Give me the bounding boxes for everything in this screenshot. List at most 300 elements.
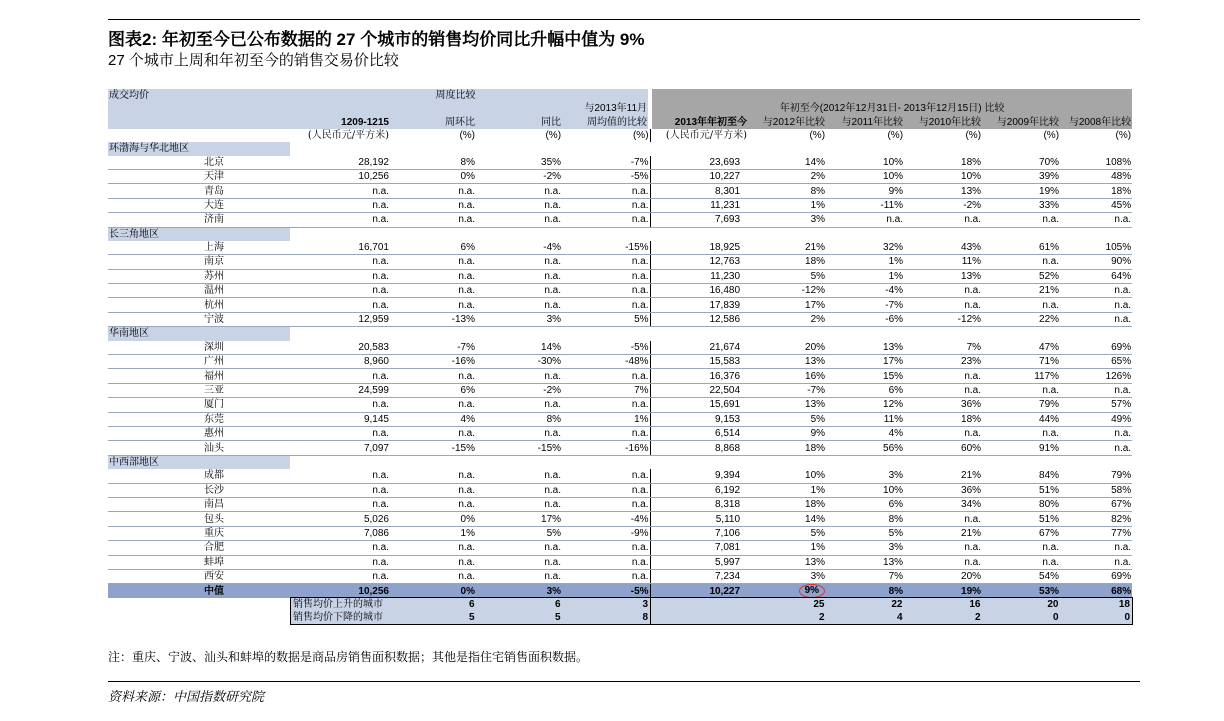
table-cell: 36%: [904, 398, 982, 412]
table-cell: 14%: [748, 156, 826, 170]
table-row: [108, 355, 1132, 369]
table-cell: 8%: [476, 412, 562, 426]
city-name: 上海: [108, 241, 290, 255]
table-cell: n.a.: [390, 255, 476, 269]
header-vs2010: 与2010年比较: [904, 115, 982, 128]
city-name: 厦门: [108, 398, 290, 412]
table-cell: 90%: [1060, 255, 1132, 269]
table-cell: 4%: [826, 426, 904, 440]
table-cell: 1%: [562, 412, 650, 426]
table-cell: 67%: [1060, 497, 1132, 511]
table-cell: n.a.: [562, 497, 650, 511]
table-cell: -2%: [476, 383, 562, 397]
table-cell: 12,586: [650, 312, 748, 326]
table-cell: n.a.: [476, 469, 562, 483]
table-cell: 49%: [1060, 412, 1132, 426]
table-cell: -16%: [562, 441, 650, 455]
summary-cell: [651, 598, 749, 612]
table-cell: 12,763: [650, 255, 748, 269]
table-cell: -6%: [826, 312, 904, 326]
table-row: [108, 383, 1132, 397]
table-cell: n.a.: [904, 298, 982, 312]
table-cell: -9%: [562, 526, 650, 540]
table-cell: 108%: [1060, 156, 1132, 170]
table-cell: n.a.: [562, 555, 650, 569]
table-cell: n.a.: [982, 426, 1060, 440]
table-cell: 9,394: [650, 469, 748, 483]
table-cell: n.a.: [476, 569, 562, 583]
table-cell: 10%: [826, 483, 904, 497]
header-vs2009: 与2009年比较: [982, 115, 1060, 128]
table-cell: 0%: [390, 169, 476, 183]
table-cell: 1%: [826, 255, 904, 269]
table-cell: 6%: [826, 497, 904, 511]
table-cell: 18%: [1060, 184, 1132, 198]
summary-cell: 3: [563, 598, 651, 612]
table-cell: 1%: [748, 483, 826, 497]
table-cell: 3%: [826, 469, 904, 483]
header-vs2012: 与2012年比较: [748, 115, 826, 128]
table-cell: n.a.: [290, 398, 390, 412]
table-cell: 17%: [476, 512, 562, 526]
table-row: [108, 169, 1132, 183]
table-cell: 69%: [1060, 569, 1132, 583]
table-cell: -13%: [390, 312, 476, 326]
unit-pct: (%): [809, 129, 826, 141]
table-cell: n.a.: [390, 497, 476, 511]
table-cell: 21%: [904, 469, 982, 483]
table-cell: n.a.: [982, 213, 1060, 227]
table-cell: 10%: [826, 169, 904, 183]
summary-cell: 8: [563, 611, 651, 625]
table-cell: n.a.: [904, 383, 982, 397]
city-name: 杭州: [108, 298, 290, 312]
median-cell: -5%: [630, 585, 649, 597]
unit-pct: (%): [632, 129, 649, 141]
table-cell: -7%: [390, 341, 476, 355]
table-cell: 1%: [748, 198, 826, 212]
unit-pct: (%): [459, 129, 475, 141]
table-cell: n.a.: [476, 298, 562, 312]
city-name: 北京: [108, 156, 290, 170]
table-cell: 3%: [826, 541, 904, 555]
table-row: [108, 198, 1132, 212]
summary-cell: 16: [905, 598, 983, 612]
table-cell: 44%: [982, 412, 1060, 426]
table-cell: 16,480: [650, 284, 748, 298]
table-row: [108, 213, 1132, 227]
table-cell: n.a.: [390, 198, 476, 212]
table-cell: 5%: [562, 312, 650, 326]
table-cell: 126%: [1060, 369, 1132, 383]
table-cell: 3%: [748, 569, 826, 583]
median-cell: 10,256: [358, 585, 389, 597]
table-cell: 13%: [748, 555, 826, 569]
summary-cell: 25: [749, 598, 827, 612]
table-body: [108, 142, 1132, 598]
summary-cell: [651, 611, 749, 625]
header-wow: 周环比: [390, 115, 476, 128]
summary-cell: 6: [391, 598, 477, 612]
summary-cell: 2: [749, 611, 827, 625]
table-cell: n.a.: [476, 483, 562, 497]
region-spacer: [290, 455, 1132, 469]
table-cell: 14%: [748, 512, 826, 526]
table-cell: n.a.: [390, 298, 476, 312]
table-cell: 1%: [390, 526, 476, 540]
table-cell: -4%: [826, 284, 904, 298]
city-name: 三亚: [108, 383, 290, 397]
median-cell: 0%: [460, 585, 475, 597]
figure-title: 图表2: 年初至今已公布数据的 27 个城市的销售均价同比升幅中值为 9%: [108, 30, 645, 49]
summary-row-rising: [291, 598, 1133, 612]
table-cell: n.a.: [982, 255, 1060, 269]
header-row-units: [108, 129, 1132, 142]
table-cell: 6%: [826, 383, 904, 397]
table-cell: 39%: [982, 169, 1060, 183]
table-cell: -11%: [826, 198, 904, 212]
summary-cell: 0: [1061, 611, 1133, 625]
table-row: [108, 412, 1132, 426]
table-cell: 33%: [982, 198, 1060, 212]
unit-pct: (%): [1115, 129, 1132, 141]
table-cell: n.a.: [290, 284, 390, 298]
table-cell: 19%: [982, 184, 1060, 198]
table-cell: 16,376: [650, 369, 748, 383]
table-cell: n.a.: [1060, 541, 1132, 555]
table-cell: n.a.: [904, 213, 982, 227]
table-cell: -4%: [476, 241, 562, 255]
table-cell: n.a.: [476, 426, 562, 440]
table-cell: n.a.: [562, 426, 650, 440]
summary-row-falling: [291, 611, 1133, 625]
region-spacer: [290, 327, 1132, 341]
table-cell: 16%: [748, 369, 826, 383]
table-cell: 17,839: [650, 298, 748, 312]
table-row: [108, 526, 1132, 540]
table-cell: 17%: [826, 355, 904, 369]
region-spacer: [290, 227, 1132, 241]
header-ytd-group: 年初至今(2012年12月31日- 2013年12月15日) 比较: [650, 89, 1132, 115]
table-cell: n.a.: [390, 184, 476, 198]
city-name: 包头: [108, 512, 290, 526]
table-cell: n.a.: [390, 541, 476, 555]
table-cell: 21%: [982, 284, 1060, 298]
summary-table: [290, 597, 1133, 625]
table-cell: n.a.: [1060, 213, 1132, 227]
table-cell: 57%: [1060, 398, 1132, 412]
table-cell: 5%: [476, 526, 562, 540]
table-cell: 7%: [904, 341, 982, 355]
table-cell: n.a.: [1060, 555, 1132, 569]
table-row: [108, 469, 1132, 483]
header-weekly-group: 周度比较: [435, 90, 476, 101]
table-cell: n.a.: [982, 298, 1060, 312]
table-cell: 9,145: [290, 412, 390, 426]
table-cell: -7%: [826, 298, 904, 312]
table-cell: n.a.: [982, 555, 1060, 569]
table-cell: 18%: [748, 441, 826, 455]
table-row: [108, 369, 1132, 383]
table-cell: n.a.: [562, 398, 650, 412]
table-cell: n.a.: [290, 497, 390, 511]
table-cell: -16%: [390, 355, 476, 369]
table-cell: 51%: [982, 512, 1060, 526]
table-cell: 9%: [826, 184, 904, 198]
table-cell: 28,192: [290, 156, 390, 170]
table-cell: n.a.: [562, 369, 650, 383]
table-cell: n.a.: [390, 269, 476, 283]
table-cell: n.a.: [290, 369, 390, 383]
table-cell: 91%: [982, 441, 1060, 455]
region-header-row: [108, 455, 1132, 469]
table-cell: 21,674: [650, 341, 748, 355]
table-cell: n.a.: [290, 469, 390, 483]
table-cell: n.a.: [390, 555, 476, 569]
region-label: 华南地区: [108, 327, 290, 341]
city-name: 广州: [108, 355, 290, 369]
table-cell: -5%: [562, 341, 650, 355]
summary-cell: 20: [983, 598, 1061, 612]
table-cell: 60%: [904, 441, 982, 455]
table-cell: 70%: [982, 156, 1060, 170]
table-cell: n.a.: [562, 269, 650, 283]
region-label: 长三角地区: [108, 227, 290, 241]
table-row: [108, 284, 1132, 298]
table-cell: n.a.: [476, 213, 562, 227]
table-row: [108, 497, 1132, 511]
table-cell: n.a.: [562, 569, 650, 583]
table-cell: n.a.: [904, 512, 982, 526]
table-cell: 15,691: [650, 398, 748, 412]
region-spacer: [290, 142, 1132, 155]
city-name: 成都: [108, 469, 290, 483]
table-cell: 9,153: [650, 412, 748, 426]
median-cell: 3%: [546, 585, 562, 597]
table-cell: 16,701: [290, 241, 390, 255]
table-row: [108, 441, 1132, 455]
region-label: 中西部地区: [108, 455, 290, 469]
table-cell: 18%: [748, 497, 826, 511]
header-row-groups: [108, 89, 1132, 115]
table-cell: n.a.: [562, 541, 650, 555]
header-1209: 1209-1215: [290, 115, 390, 128]
figure-subtitle: 27 个城市上周和年初至今的销售交易价比较: [108, 52, 399, 69]
summary-cell: 22: [827, 598, 905, 612]
summary-cell: 2: [905, 611, 983, 625]
header-yoy: 同比: [476, 115, 562, 128]
table-cell: -48%: [562, 355, 650, 369]
table-cell: 13%: [826, 555, 904, 569]
table-cell: n.a.: [390, 469, 476, 483]
table-cell: 67%: [982, 526, 1060, 540]
table-cell: n.a.: [904, 541, 982, 555]
table-cell: 1%: [748, 541, 826, 555]
table-cell: -12%: [748, 284, 826, 298]
table-cell: -4%: [562, 512, 650, 526]
table-cell: n.a.: [476, 398, 562, 412]
table-cell: 47%: [982, 341, 1060, 355]
table-cell: n.a.: [476, 497, 562, 511]
table-cell: n.a.: [476, 255, 562, 269]
table-cell: n.a.: [390, 284, 476, 298]
unit-pct: (%): [1043, 129, 1060, 141]
table-cell: 6%: [390, 383, 476, 397]
table-cell: 5%: [826, 526, 904, 540]
table-cell: n.a.: [390, 213, 476, 227]
table-cell: 71%: [982, 355, 1060, 369]
table-cell: n.a.: [290, 198, 390, 212]
unit-pct: (%): [887, 129, 904, 141]
table-cell: 22,504: [650, 383, 748, 397]
table-cell: 7,086: [290, 526, 390, 540]
bottom-rule: [108, 681, 1140, 682]
table-cell: n.a.: [390, 426, 476, 440]
city-name: 长沙: [108, 483, 290, 497]
city-name: 苏州: [108, 269, 290, 283]
table-cell: 14%: [476, 341, 562, 355]
table-cell: n.a.: [904, 284, 982, 298]
table-cell: 34%: [904, 497, 982, 511]
table-cell: 15%: [826, 369, 904, 383]
table-cell: n.a.: [390, 569, 476, 583]
unit-pct: (%): [545, 129, 562, 141]
table-cell: -12%: [904, 312, 982, 326]
table-cell: 18%: [748, 255, 826, 269]
city-name: 天津: [108, 169, 290, 183]
city-name: 合肥: [108, 541, 290, 555]
table-cell: n.a.: [290, 184, 390, 198]
city-name: 西安: [108, 569, 290, 583]
table-cell: 10,227: [650, 169, 748, 183]
city-name: 东莞: [108, 412, 290, 426]
table-cell: n.a.: [982, 541, 1060, 555]
table-cell: n.a.: [476, 198, 562, 212]
table-row: [108, 569, 1132, 583]
summary-cell: 18: [1061, 598, 1133, 612]
region-header-row: [108, 327, 1132, 341]
table-cell: 11%: [826, 412, 904, 426]
city-name: 宁波: [108, 312, 290, 326]
table-cell: 105%: [1060, 241, 1132, 255]
summary-label-falling: 销售均价下降的城市: [291, 611, 391, 625]
table-cell: n.a.: [290, 269, 390, 283]
table-row: [108, 241, 1132, 255]
table-cell: 65%: [1060, 355, 1132, 369]
header-blank: [108, 115, 290, 128]
table-cell: -15%: [476, 441, 562, 455]
table-cell: 20%: [748, 341, 826, 355]
footnote: 注：重庆、宁波、汕头和蚌埠的数据是商品房销售面积数据；其他是指住宅销售面积数据。: [108, 650, 589, 664]
table-cell: n.a.: [1060, 298, 1132, 312]
table-cell: n.a.: [390, 369, 476, 383]
header-vs2011: 与2011年比较: [826, 115, 904, 128]
table-cell: 64%: [1060, 269, 1132, 283]
table-cell: 43%: [904, 241, 982, 255]
highlight-circle: 9%: [799, 584, 825, 598]
table-cell: 5,110: [650, 512, 748, 526]
table-cell: 13%: [904, 269, 982, 283]
median-cell: 19%: [961, 585, 982, 597]
city-name: 南昌: [108, 497, 290, 511]
table-cell: 11,231: [650, 198, 748, 212]
city-name: 南京: [108, 255, 290, 269]
table-row: [108, 312, 1132, 326]
table-cell: n.a.: [826, 213, 904, 227]
table-cell: 5%: [748, 269, 826, 283]
summary-cell: 5: [477, 611, 563, 625]
table-cell: 84%: [982, 469, 1060, 483]
table-cell: 18,925: [650, 241, 748, 255]
table-cell: 20,583: [290, 341, 390, 355]
table-cell: 18%: [904, 412, 982, 426]
table-cell: -2%: [904, 198, 982, 212]
table-cell: n.a.: [290, 483, 390, 497]
source-line: 资料来源：中国指数研究院: [108, 689, 265, 704]
table-cell: -2%: [476, 169, 562, 183]
table-cell: n.a.: [904, 426, 982, 440]
header-ytd: 2013年年初至今: [650, 115, 748, 128]
table-cell: -5%: [562, 169, 650, 183]
table-cell: 54%: [982, 569, 1060, 583]
table-cell: -30%: [476, 355, 562, 369]
table-cell: n.a.: [562, 298, 650, 312]
table-cell: n.a.: [904, 555, 982, 569]
table-row: [108, 555, 1132, 569]
table-cell: 7,081: [650, 541, 748, 555]
table-cell: 51%: [982, 483, 1060, 497]
table-cell: 56%: [826, 441, 904, 455]
table-cell: 5%: [748, 412, 826, 426]
table-cell: 24,599: [290, 383, 390, 397]
table-cell: 69%: [1060, 341, 1132, 355]
price-comparison-table: [108, 89, 1132, 598]
city-name: 深圳: [108, 341, 290, 355]
table-row: [108, 184, 1132, 198]
median-label: 中值: [204, 585, 224, 597]
header-vs2013-line1: 与2013年11月: [584, 103, 648, 115]
header-row-columns: [108, 115, 1132, 128]
table-row: [108, 298, 1132, 312]
region-label: 环渤海与华北地区: [108, 142, 290, 155]
city-name: 福州: [108, 369, 290, 383]
header-vs2013: 周均值的比较: [562, 115, 650, 128]
header-vs2008: 与2008年比较: [1060, 115, 1132, 128]
table-cell: 7%: [562, 383, 650, 397]
table-row: [108, 269, 1132, 283]
table-cell: n.a.: [476, 541, 562, 555]
city-name: 大连: [108, 198, 290, 212]
table-cell: n.a.: [290, 541, 390, 555]
table-cell: n.a.: [904, 369, 982, 383]
city-name: 汕头: [108, 441, 290, 455]
table-cell: 79%: [982, 398, 1060, 412]
table-row: [108, 426, 1132, 440]
table-cell: 8,960: [290, 355, 390, 369]
unit-price-ytd: (人民币元/平方米): [650, 129, 748, 142]
table-cell: 7%: [826, 569, 904, 583]
median-cell: 10,227: [650, 584, 748, 599]
table-cell: -15%: [390, 441, 476, 455]
table-cell: n.a.: [290, 213, 390, 227]
table-cell: n.a.: [290, 555, 390, 569]
table-cell: 80%: [982, 497, 1060, 511]
table-cell: n.a.: [390, 398, 476, 412]
table-cell: 82%: [1060, 512, 1132, 526]
table-cell: 5,997: [650, 555, 748, 569]
table-row: [108, 398, 1132, 412]
table-cell: n.a.: [562, 255, 650, 269]
